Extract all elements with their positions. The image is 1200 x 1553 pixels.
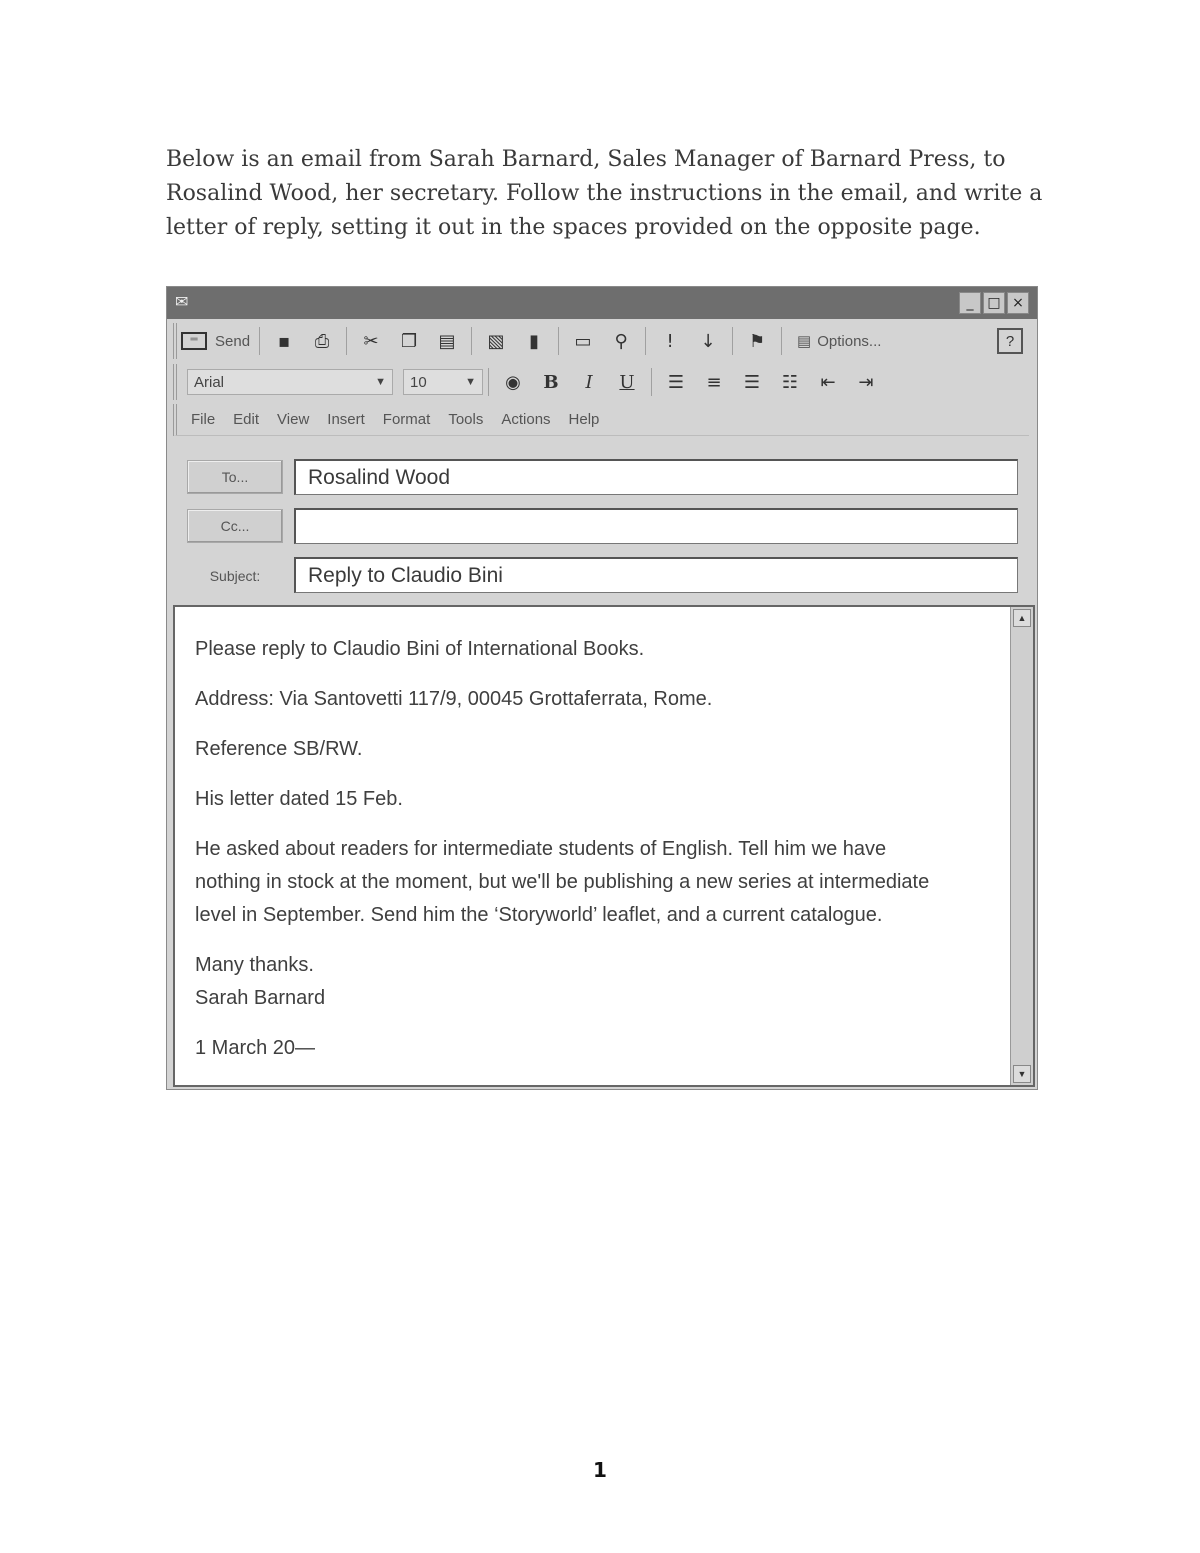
- toolbar-separator: [488, 368, 489, 396]
- font-size-value: 10: [410, 373, 427, 391]
- low-importance-icon[interactable]: ↓: [700, 330, 716, 352]
- toolbar-separator: [651, 368, 652, 396]
- message-body[interactable]: [173, 605, 1035, 1087]
- to-button[interactable]: To...: [187, 460, 283, 494]
- message-date: 1 March 20—: [195, 1037, 316, 1059]
- instructions-line-2: Rosalind Wood, her secretary. Follow the instructions in the email, and write a: [166, 181, 1043, 206]
- message-instructions: [195, 833, 1005, 932]
- font-color-icon[interactable]: ◉: [505, 371, 521, 393]
- send-button[interactable]: [177, 327, 254, 355]
- toolbar-separator: [259, 327, 260, 355]
- instructions-line-3: letter of reply, setting it out in the spaces provided on the opposite page.: [166, 215, 981, 240]
- scroll-down-icon[interactable]: ▼: [1013, 1065, 1031, 1083]
- high-importance-icon[interactable]: !: [666, 330, 674, 352]
- message-reference: Reference SB/RW.: [195, 738, 363, 760]
- font-select[interactable]: [187, 369, 393, 395]
- italic-button[interactable]: I: [585, 371, 593, 393]
- align-center-icon[interactable]: ≡: [706, 371, 722, 393]
- check-names-icon[interactable]: ⚲: [614, 330, 628, 352]
- message-instructions-line-3: level in September. Send him the ‘Storyworld’ leaflet, and a current catalogue.: [195, 904, 883, 926]
- scroll-up-icon[interactable]: ▲: [1013, 609, 1031, 627]
- menu-edit[interactable]: Edit: [233, 411, 260, 428]
- message-text: [195, 633, 1005, 1082]
- email-window: [166, 286, 1038, 1090]
- options-button[interactable]: [793, 327, 885, 355]
- subject-field[interactable]: Reply to Claudio Bini: [294, 557, 1018, 593]
- send-envelope-icon: ═: [181, 332, 207, 350]
- decrease-indent-icon[interactable]: ⇤: [820, 371, 836, 393]
- maximize-button[interactable]: □: [983, 292, 1005, 314]
- bold-button[interactable]: B: [543, 371, 559, 393]
- send-label: Send: [215, 332, 251, 350]
- menu-help[interactable]: Help: [568, 411, 600, 428]
- toolbar-separator: [732, 327, 733, 355]
- align-right-icon[interactable]: ☰: [743, 371, 761, 393]
- message-signature: Sarah Barnard: [195, 987, 326, 1009]
- copy-icon[interactable]: ❐: [400, 330, 418, 352]
- menu-tools[interactable]: Tools: [448, 411, 484, 428]
- message-letter-date: His letter dated 15 Feb.: [195, 788, 403, 810]
- bullets-icon[interactable]: ☷: [781, 371, 799, 393]
- print-icon[interactable]: ⎙: [314, 330, 330, 352]
- menu-format[interactable]: Format: [382, 411, 431, 428]
- toolbar-separator: [558, 327, 559, 355]
- envelope-icon: ✉: [175, 294, 189, 311]
- increase-indent-icon[interactable]: ⇥: [858, 371, 874, 393]
- title-bar[interactable]: [167, 287, 1037, 319]
- help-icon[interactable]: ?: [997, 328, 1023, 354]
- message-instructions-line-2: nothing in stock at the moment, but we'll be publishing a new series at intermediate: [195, 871, 930, 893]
- subject-label: Subject:: [209, 568, 261, 584]
- paste-icon[interactable]: ▤: [438, 330, 456, 352]
- to-field[interactable]: Rosalind Wood: [294, 459, 1018, 495]
- window-controls: [959, 292, 1029, 314]
- close-button[interactable]: ×: [1007, 292, 1029, 314]
- vertical-scrollbar[interactable]: [1010, 607, 1033, 1085]
- attach-icon[interactable]: ▮: [529, 330, 539, 352]
- cc-field[interactable]: [294, 508, 1018, 544]
- message-address: Address: Via Santovetti 117/9, 00045 Grottaferrata, Rome.: [195, 688, 713, 710]
- underline-button[interactable]: U: [619, 371, 635, 393]
- message-thanks: Many thanks.: [195, 954, 314, 976]
- menu-bar: [173, 404, 1029, 436]
- message-instructions-line-1: He asked about readers for intermediate students of English. Tell him we have: [195, 838, 887, 860]
- message-signoff: [195, 949, 1005, 1015]
- minimize-button[interactable]: _: [959, 292, 981, 314]
- toolbar-separator: [645, 327, 646, 355]
- address-book-icon[interactable]: ▭: [574, 330, 592, 352]
- message-paragraph-1: Please reply to Claudio Bini of International Books.: [195, 638, 645, 660]
- flag-icon[interactable]: ⚑: [748, 330, 766, 352]
- save-icon[interactable]: ▪: [277, 330, 291, 352]
- options-icon: ▤: [797, 333, 812, 350]
- chevron-down-icon: ▼: [375, 376, 386, 388]
- menu-actions[interactable]: Actions: [501, 411, 551, 428]
- menu-file[interactable]: File: [191, 411, 216, 428]
- toolbar-separator: [346, 327, 347, 355]
- instructions-paragraph: [166, 143, 1046, 245]
- options-label: Options...: [817, 332, 882, 350]
- formatting-toolbar: [173, 364, 1029, 400]
- page-number: 1: [593, 1458, 607, 1482]
- cut-icon[interactable]: ✂: [363, 330, 379, 352]
- chevron-down-icon: ▼: [465, 376, 476, 388]
- toolbar-separator: [781, 327, 782, 355]
- menu-view[interactable]: View: [277, 411, 310, 428]
- cc-button[interactable]: Cc...: [187, 509, 283, 543]
- align-left-icon[interactable]: ☰: [667, 371, 685, 393]
- toolbar-separator: [471, 327, 472, 355]
- standard-toolbar: [173, 323, 1029, 359]
- font-value: Arial: [194, 373, 225, 391]
- instructions-line-1: Below is an email from Sarah Barnard, Sales Manager of Barnard Press, to: [166, 147, 1006, 172]
- insert-file-icon[interactable]: ▧: [487, 330, 505, 352]
- menu-insert[interactable]: Insert: [327, 411, 365, 428]
- font-size-select[interactable]: [403, 369, 483, 395]
